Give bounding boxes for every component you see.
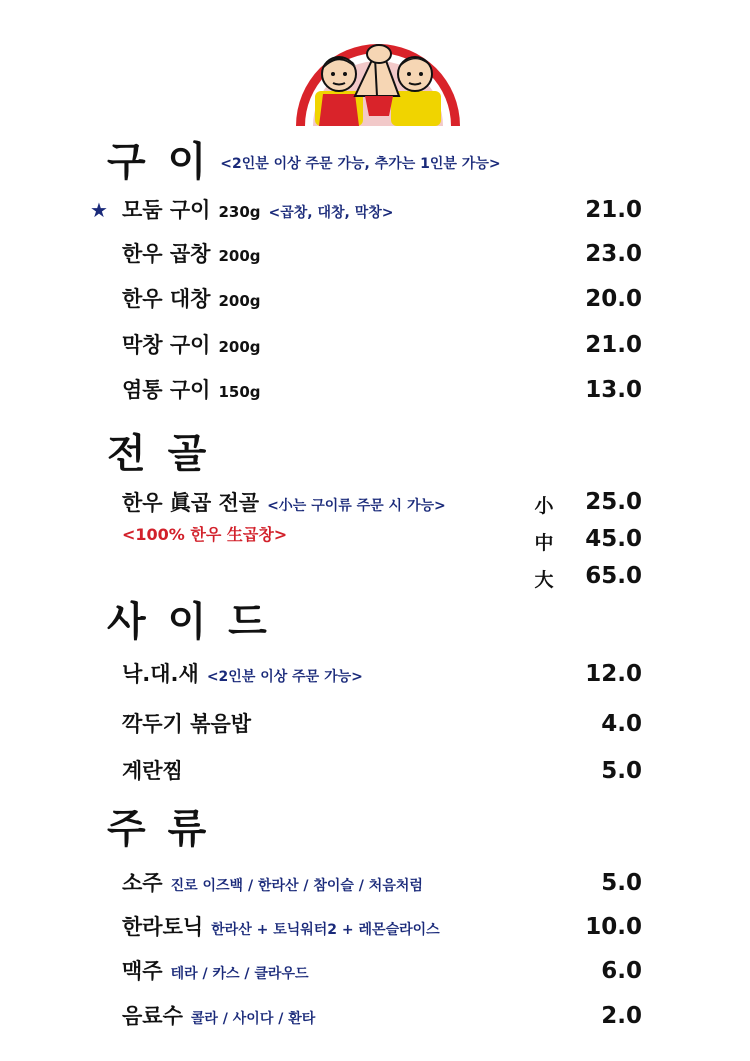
menu-row (0, 907, 750, 947)
menu-row (0, 370, 750, 410)
item-price: 5.0 (601, 870, 642, 896)
menu-row (0, 751, 750, 791)
item-name: 음료수 (122, 1004, 183, 1028)
item-name: 모둠 구이 (122, 198, 211, 222)
size-label-large: 大 (534, 569, 554, 591)
section-title-jeongol: 전 골 (107, 431, 211, 477)
item-price: 6.0 (601, 958, 642, 984)
menu-row (0, 996, 750, 1036)
star-icon: ★ (90, 198, 108, 222)
item-name: 염통 구이 (122, 378, 211, 402)
item-desc: 콜라 / 사이다 / 환타 (190, 1011, 316, 1027)
item-weight: 200g (218, 292, 261, 310)
size-price-small: 25.0 (585, 489, 642, 515)
menu-row (0, 234, 750, 274)
item-desc: 한라산 + 토닉워터2 + 레몬슬라이스 (211, 922, 440, 938)
item-price: 13.0 (585, 377, 642, 403)
item-name: 한우 대창 (122, 287, 211, 311)
item-price: 12.0 (585, 661, 642, 687)
item-name: 한라토닉 (122, 915, 204, 939)
section-title-drinks: 주 류 (107, 806, 211, 852)
menu-row (0, 654, 750, 694)
menu-row (0, 279, 750, 319)
item-weight: 150g (218, 383, 261, 401)
item-desc: <2인분 이상 주문 가능> (206, 669, 363, 685)
item-weight: 200g (218, 247, 261, 265)
item-name: 계란찜 (122, 759, 183, 783)
item-desc: 진로 이즈백 / 한라산 / 참이슬 / 처음처럼 (170, 878, 423, 894)
item-name: 한우 곱창 (122, 242, 211, 266)
item-price: 10.0 (585, 914, 642, 940)
item-name: 낙.대.새 (122, 662, 199, 686)
gui-order-note: <2인분 이상 주문 가능, 추가는 1인분 가능> (220, 156, 501, 172)
menu-row (0, 863, 750, 903)
section-title-gui: 구 이 <2인분 이상 주문 가능, 추가는 1인분 가능> (107, 139, 501, 185)
jeongol-red-note: <100% 한우 生곱창> (122, 525, 288, 544)
item-name: 소주 (122, 871, 163, 895)
menu-row (0, 951, 750, 991)
item-desc: <곱창, 대창, 막창> (268, 205, 394, 221)
item-name: 한우 眞곱 전골 (122, 491, 260, 515)
item-name: 막창 구이 (122, 333, 211, 357)
item-price: 4.0 (601, 711, 642, 737)
item-price: 2.0 (601, 1003, 642, 1029)
menu-row (0, 704, 750, 744)
size-price-large: 65.0 (585, 563, 642, 589)
size-price-medium: 45.0 (585, 526, 642, 552)
item-price: 20.0 (585, 286, 642, 312)
menu-row (0, 325, 750, 365)
section-title-side: 사 이 드 (107, 599, 271, 645)
size-label-small: 小 (534, 495, 554, 517)
item-name: 깍두기 볶음밥 (122, 712, 252, 736)
item-weight: 230g (218, 203, 261, 221)
item-price: 21.0 (585, 197, 642, 223)
item-price: 21.0 (585, 332, 642, 358)
item-weight: 200g (218, 338, 261, 356)
logo-mascots (293, 36, 463, 128)
size-label-medium: 中 (534, 532, 554, 554)
item-desc: <小는 구이류 주문 시 가능> (267, 498, 446, 514)
item-name: 맥주 (122, 959, 163, 983)
item-price: 23.0 (585, 241, 642, 267)
item-desc: 테라 / 카스 / 클라우드 (170, 966, 309, 982)
menu-row (0, 190, 750, 230)
item-price: 5.0 (601, 758, 642, 784)
